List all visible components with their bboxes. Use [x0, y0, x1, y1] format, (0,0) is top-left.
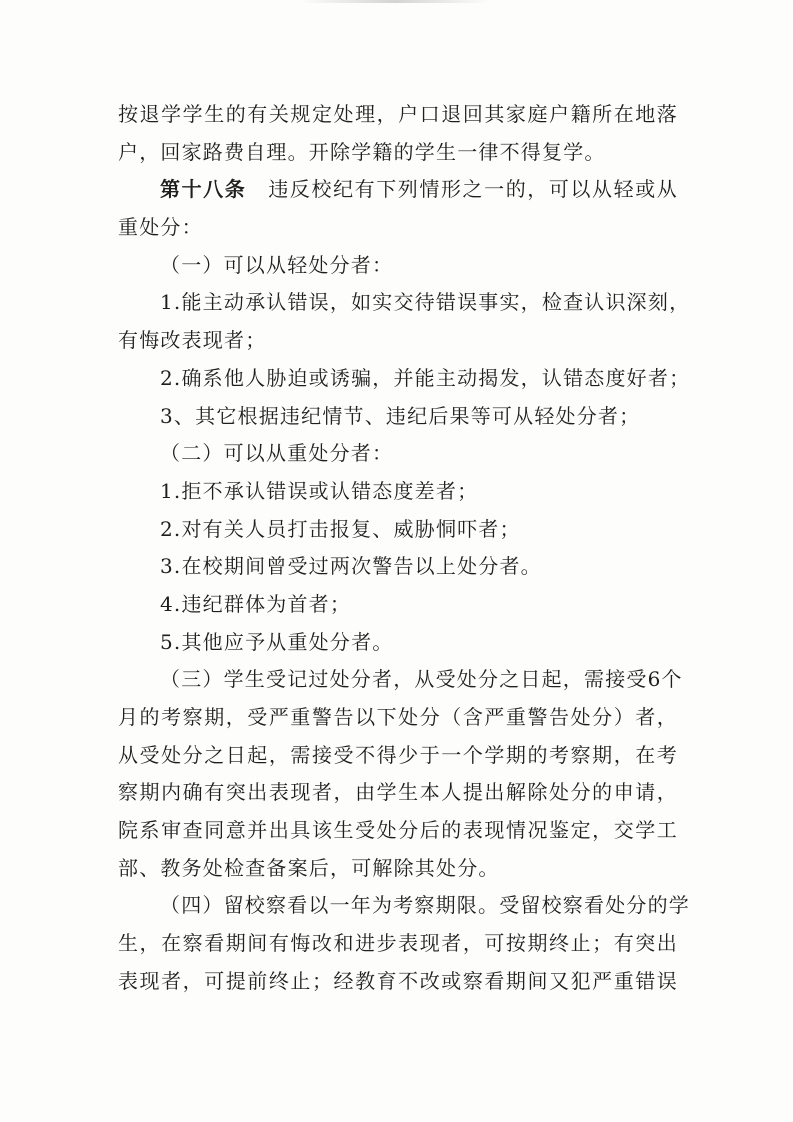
scan-artifact [300, 0, 490, 3]
list-item: 2.确系他人胁迫或诱骗，并能主动揭发，认错态度好者； [160, 365, 691, 390]
paragraph-line: （三）学生受记过处分者，从受处分之日起，需接受6个 [160, 667, 683, 692]
article-number: 第十八条 [160, 177, 247, 202]
paragraph-line: （四）留校察看以一年为考察期限。受留校察看处分的学 [160, 893, 690, 918]
document-body [118, 96, 691, 1001]
text-line: 有悔改表现者； [118, 328, 267, 353]
paragraph-line: 生，在察看期间有悔改和进步表现者，可按期终止；有突出 [118, 931, 678, 956]
list-item: 1.能主动承认错误，如实交待错误事实，检查认识深刻， [160, 290, 691, 315]
list-item: 5.其他应予从重处分者。 [160, 629, 394, 654]
paragraph-line: 从受处分之日起，需接受不得少于一个学期的考察期，在考 [118, 742, 678, 767]
list-item: 3.在校期间曾受过两次警告以上处分者。 [160, 554, 542, 579]
list-item: 2.对有关人员打击报复、威胁恫吓者； [160, 516, 521, 541]
text-line: 重处分： [118, 215, 203, 240]
article-text: 违反校纪有下列情形之一的，可以从轻或从 [268, 177, 678, 202]
list-item: 3、其它根据违纪情节、违纪后果等可从轻处分者； [160, 403, 641, 428]
text-line: 户，回家路费自理。开除学籍的学生一律不得复学。 [118, 139, 606, 164]
paragraph-line: 月的考察期，受严重警告以下处分（含严重警告处分）者， [118, 705, 678, 729]
list-item: 4.违纪群体为首者； [160, 591, 352, 616]
list-item: 1.拒不承认错误或认错态度差者； [160, 478, 479, 503]
section-heading: （一）可以从轻处分者： [160, 252, 394, 277]
article-line [118, 171, 678, 209]
paragraph-line: 院系审查同意并出具该生受处分后的表现情况鉴定，交学工 [118, 818, 678, 843]
paragraph-line: 察期内确有突出表现者，由学生本人提出解除处分的申请， [118, 780, 678, 805]
section-heading: （二）可以从重处分者： [160, 441, 394, 466]
text-line: 按退学学生的有关规定处理，户口退回其家庭户籍所在地落 [118, 102, 678, 126]
paragraph-line: 表现者，可提前终止；经教育不改或察看期间又犯严重错误 [118, 968, 678, 993]
paragraph-line: 部、教务处检查备案后，可解除其处分。 [118, 855, 500, 880]
